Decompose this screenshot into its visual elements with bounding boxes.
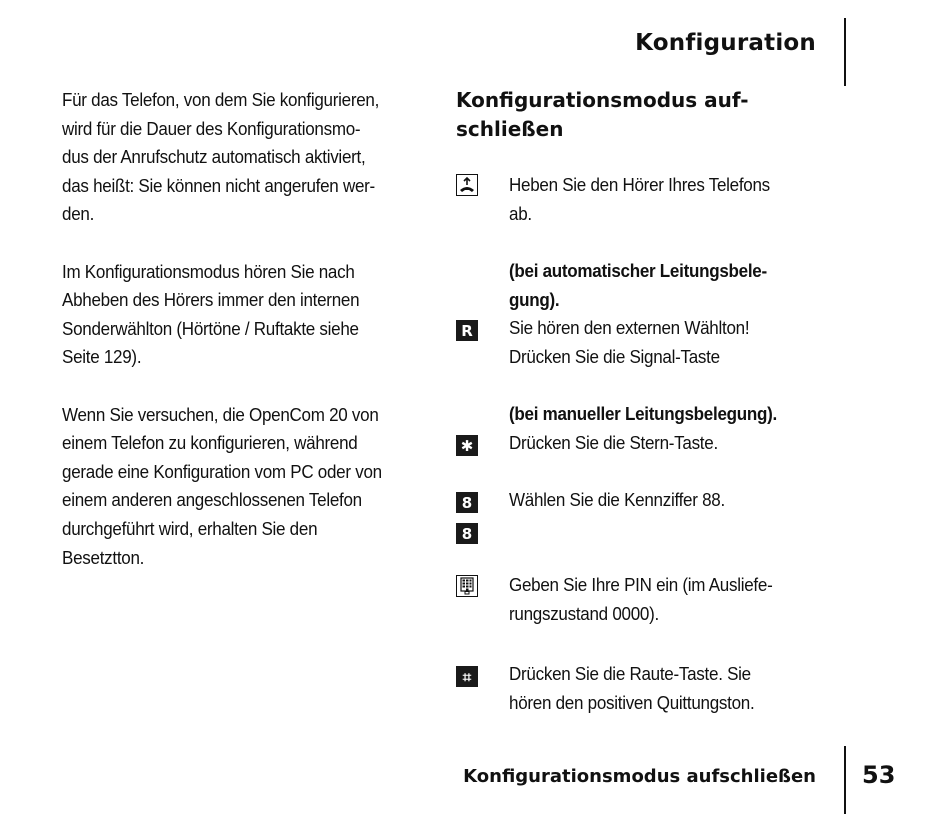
step-manual-line-condition: (bei manueller Leitungsbelegung). [509,403,777,424]
step-lift-handset-text: Heben Sie den Hörer Ihres Telefons ab. [509,174,770,224]
star-key: ✱ [456,435,478,456]
header-divider [844,18,846,86]
step-star-key-text: Drücken Sie die Stern-Taste. [509,432,718,453]
section-heading: Konfigurationsmodus auf- schließen [456,88,749,141]
running-header-title: Konfiguration [635,30,816,56]
hash-key: ⌗ [456,666,478,687]
footer-divider [844,746,846,814]
digit-key-8-second: 8 [456,523,478,544]
digit-key-8: 8 [456,492,478,513]
left-column [62,86,430,601]
paragraph-anrufschutz: Für das Telefon, von dem Sie konfigurieren, wird für die Dauer des Konfigurationsmo- dus der Anrufschutz automatisch aktiviert, das heißt: Sie können nicht angerufen wer- den. [62,89,380,225]
signal-key-r: R [456,320,478,341]
paragraph-sonderwaehlton: Im Konfigurationsmodus hören Sie nach Abheben des Hörers immer den internen Sonderwählton (Hörtöne / Ruftakte siehe Seite 129). [62,260,360,368]
keypad-icon [456,575,478,597]
step-hash-key-text: Drücken Sie die Raute-Taste. Sie hören den positiven Quittungston. [509,663,755,713]
step-dial-code-text: Wählen Sie die Kennziffer 88. [509,489,725,510]
page-number: 53 [862,761,896,789]
running-footer-section: Konfigurationsmodus aufschließen [463,766,816,787]
handset-lift-icon [456,174,478,196]
step-signal-key-text: Sie hören den externen Wählton! Drücken Sie die Signal-Taste [509,317,750,367]
step-automatic-line-condition: (bei automatischer Leitungsbele- gung). [509,260,767,310]
step-pin-text: Geben Sie Ihre PIN ein (im Ausliefe- rungszustand 0000). [509,574,773,624]
paragraph-besetztton: Wenn Sie versuchen, die OpenCom 20 von einem Telefon zu konfigurieren, während gerade eine Konfiguration vom PC oder von einem anderen angeschlossenen Telefon durchgeführt wird, erhalten Sie den Besetztton. [62,403,382,568]
